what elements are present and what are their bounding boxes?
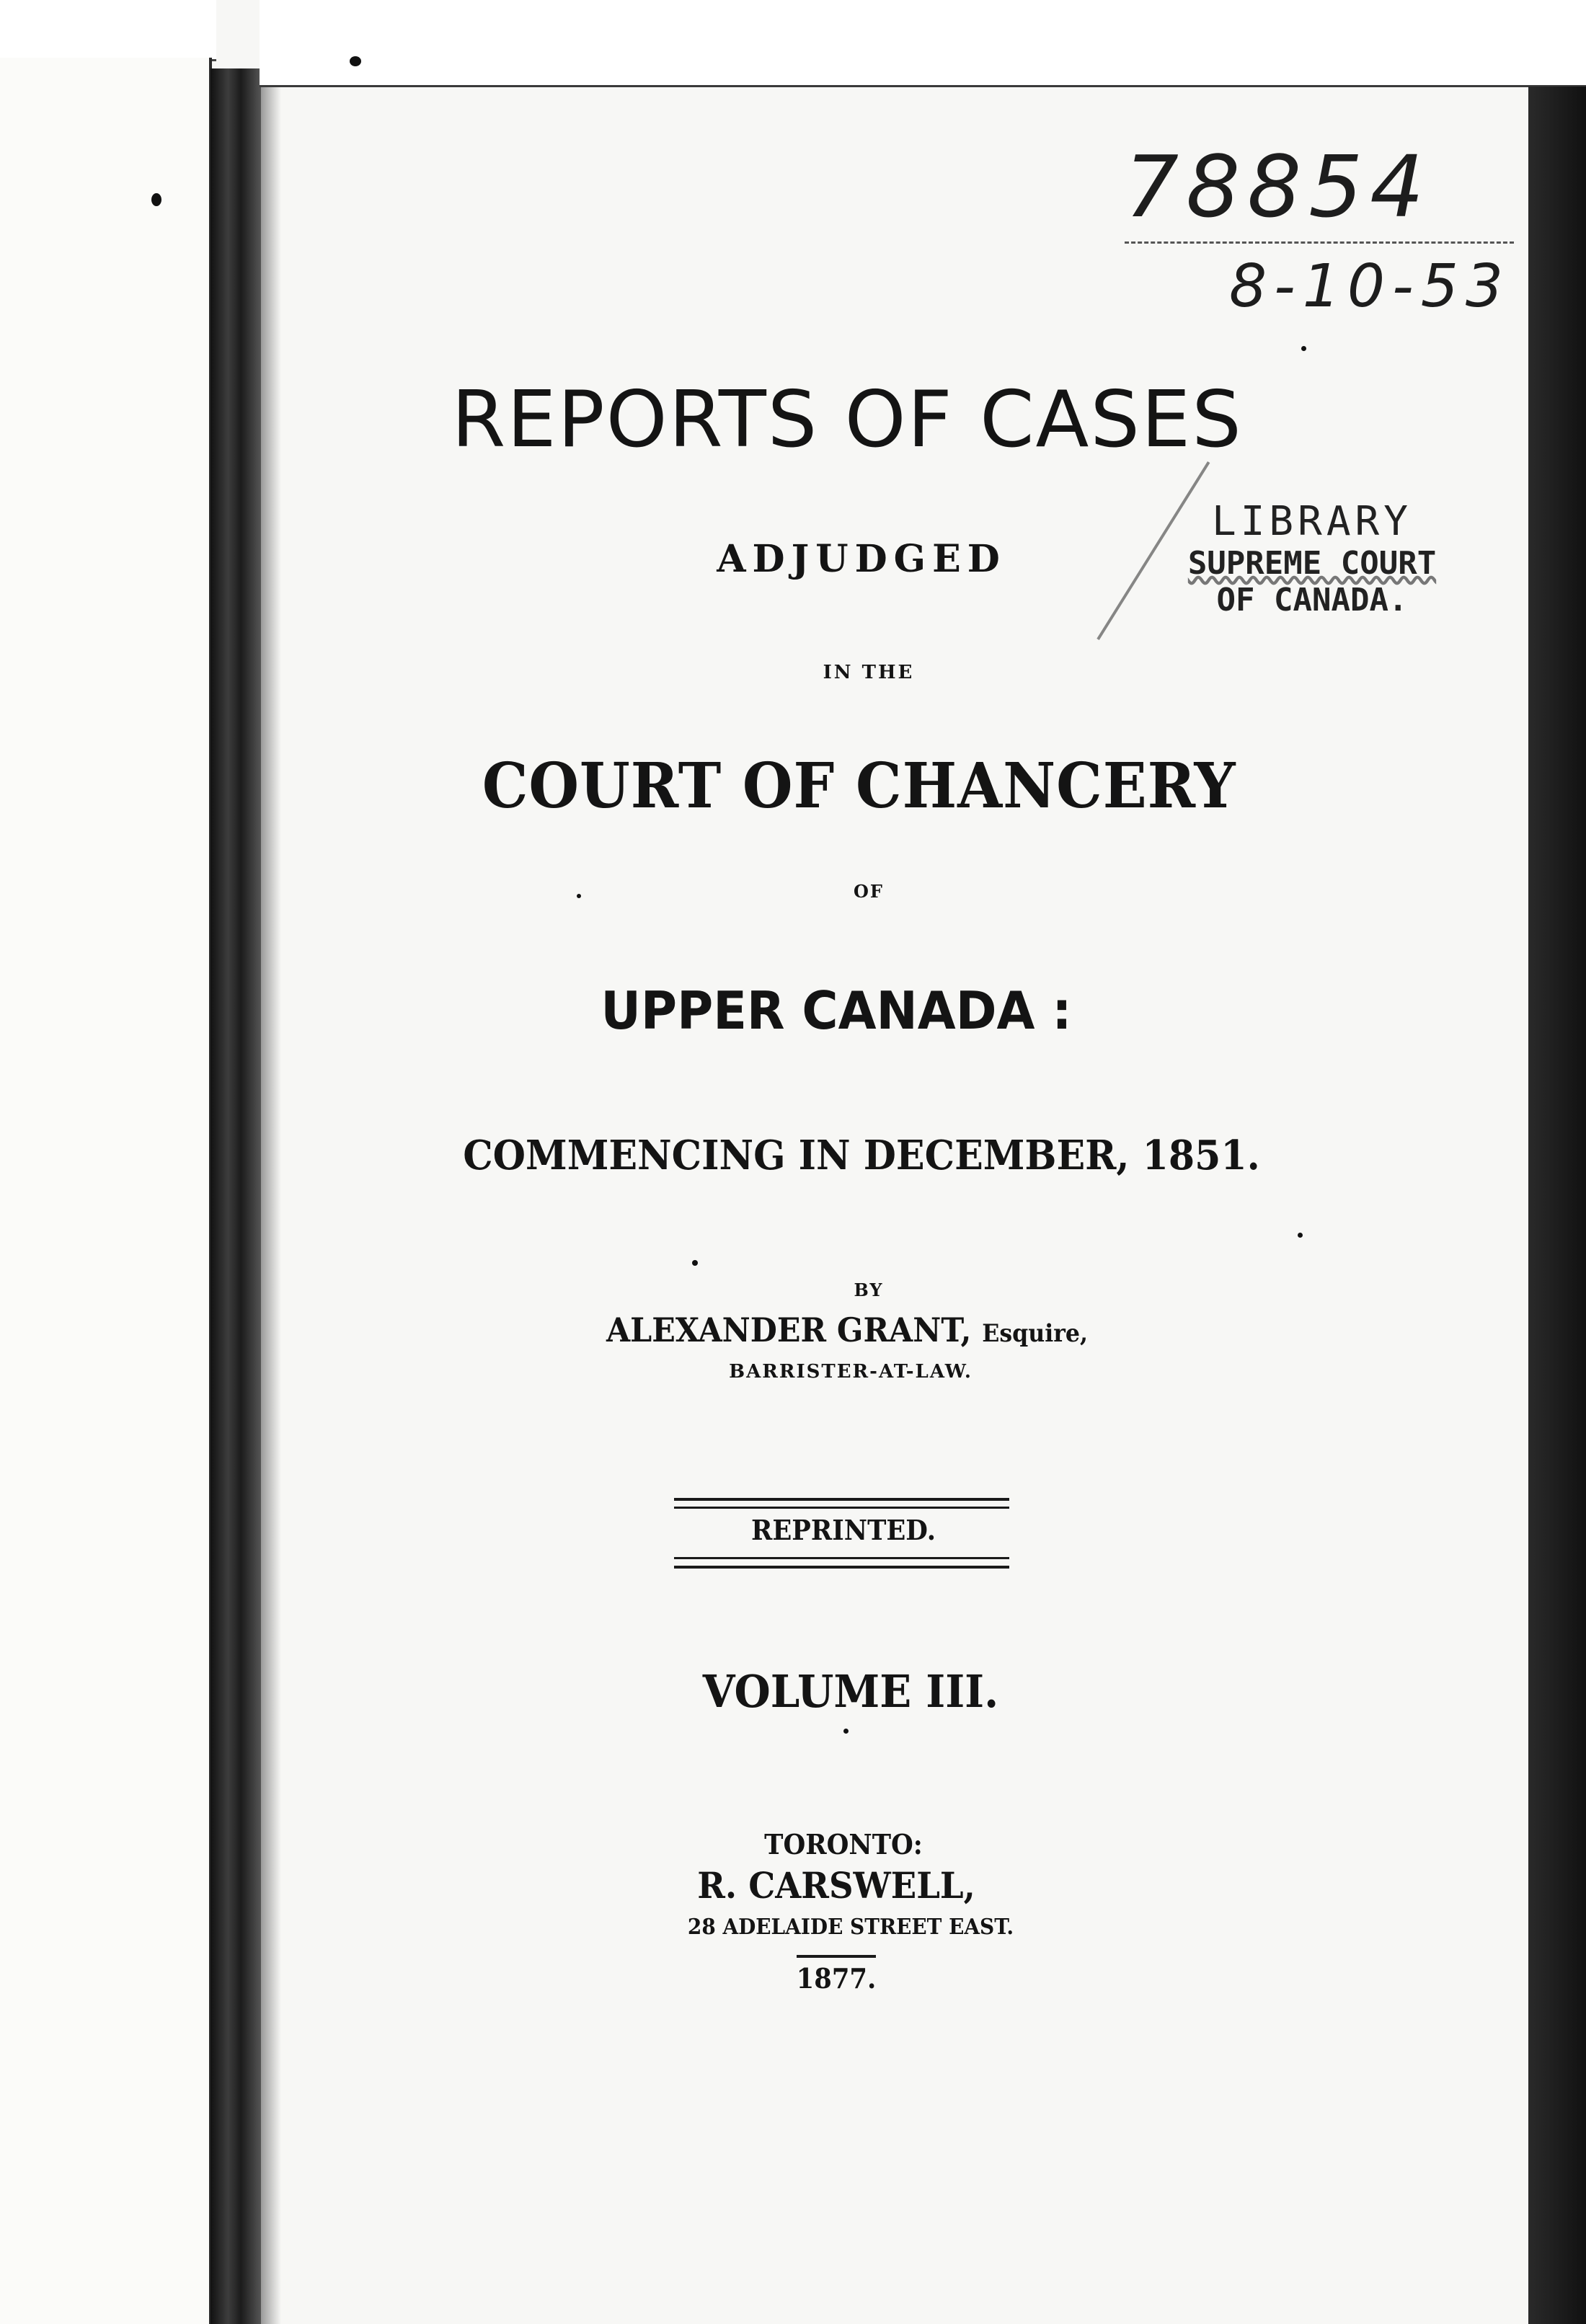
reprinted-label: REPRINTED.: [750, 1514, 936, 1546]
scan-speck: [692, 1260, 698, 1266]
double-rule-top: [674, 1498, 1009, 1501]
scan-speck: [350, 56, 361, 66]
scan-speck: [151, 193, 161, 206]
stamp-line-country: OF CANADA.: [1216, 581, 1408, 618]
handwritten-date: 8-10-53: [1229, 252, 1511, 321]
imprint-publisher: R. CARSWELL,: [697, 1864, 975, 1907]
scan-top-margin-left: [0, 0, 216, 61]
title-court: COURT OF CHANCERY: [482, 750, 1236, 822]
imprint-city: TORONTO:: [764, 1828, 923, 1860]
handwritten-accession-number: 78854: [1125, 137, 1432, 236]
scan-speck: [1301, 346, 1306, 351]
imprint-rule: [797, 1955, 876, 1958]
author-name: ALEXANDER GRANT,: [606, 1310, 972, 1349]
library-stamp: [1171, 497, 1453, 649]
imprint-address: 28 ADELAIDE STREET EAST.: [687, 1915, 1014, 1940]
double-rule-top-inner: [674, 1507, 1009, 1509]
right-page-edge: [1528, 87, 1586, 2324]
double-rule-bottom-inner: [674, 1557, 1009, 1559]
scan-top-margin: [260, 0, 1586, 87]
imprint-year: 1877.: [796, 1962, 877, 1995]
title-in-the: IN THE: [823, 662, 915, 683]
double-rule-bottom: [674, 1566, 1009, 1569]
byline-by: BY: [854, 1279, 884, 1300]
handwritten-rule: [1125, 241, 1514, 244]
title-reports-of-cases: REPORTS OF CASES: [451, 375, 1243, 465]
title-of: OF: [854, 881, 884, 902]
title-adjudged: ADJUDGED: [717, 537, 1006, 581]
stamp-line-court: SUPREME COURT: [1187, 545, 1437, 582]
title-jurisdiction: UPPER CANADA :: [601, 980, 1072, 1041]
scan-speck: [577, 894, 581, 898]
author-title: Esquire,: [982, 1319, 1089, 1348]
scan-speck: [843, 1729, 849, 1734]
author-line: [595, 1310, 1099, 1349]
volume-label: VOLUME III.: [702, 1665, 999, 1718]
book-gutter: [211, 68, 261, 2324]
stamp-line-library: LIBRARY: [1211, 498, 1412, 545]
title-commencing: COMMENCING IN DECEMBER, 1851.: [463, 1132, 1260, 1179]
scan-speck: [1298, 1233, 1303, 1238]
gutter-shadow: [261, 68, 281, 2324]
author-role: BARRISTER-AT-LAW.: [729, 1361, 973, 1383]
left-facing-page: [0, 58, 212, 2324]
